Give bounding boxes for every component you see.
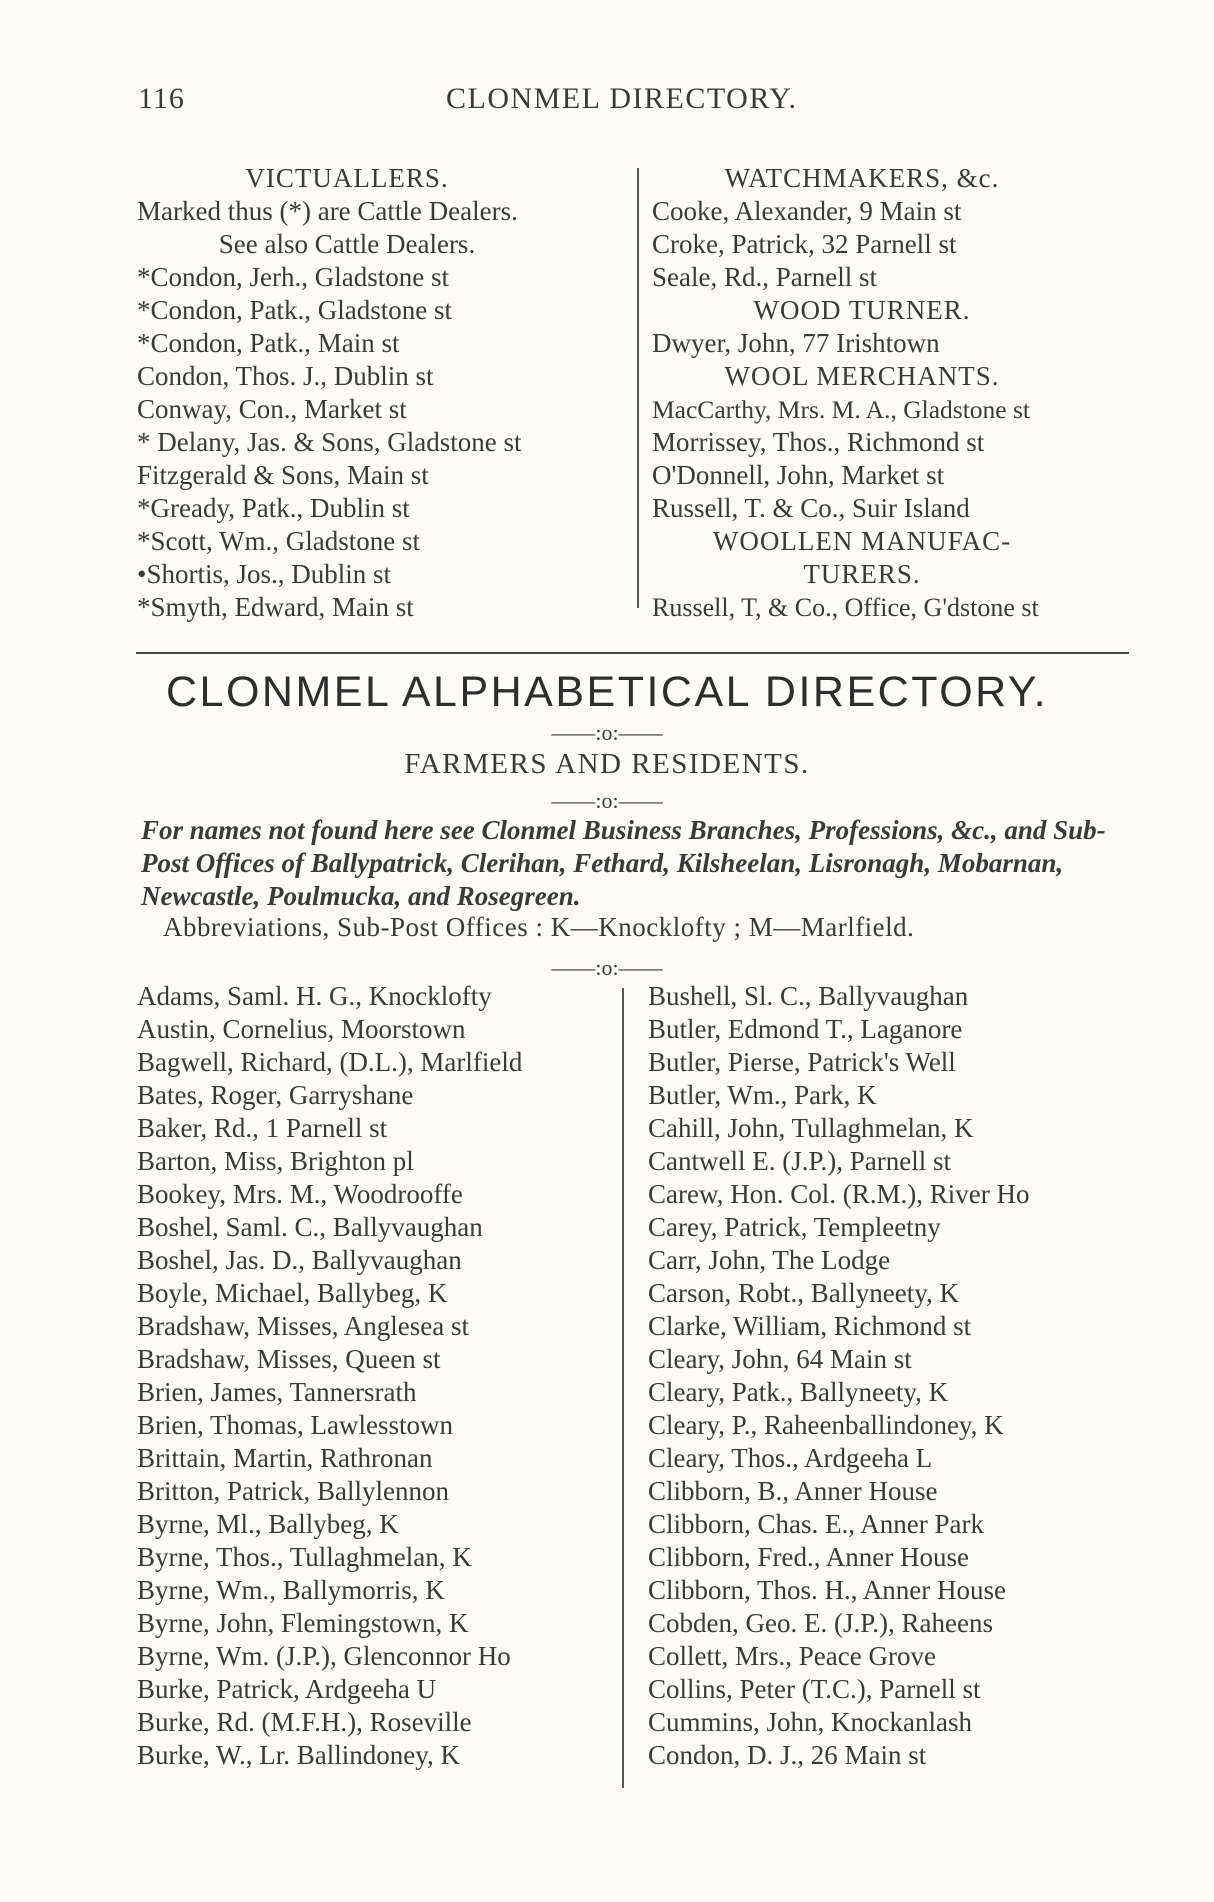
list-item: Dwyer, John, 77 Irishtown bbox=[652, 328, 940, 358]
list-item: Carew, Hon. Col. (R.M.), River Ho bbox=[648, 1179, 1030, 1209]
wood-turner-heading: WOOD TURNER. bbox=[753, 295, 971, 325]
list-item: Cleary, P., Raheenballindoney, K bbox=[648, 1410, 1004, 1440]
list-item: Burke, W., Lr. Ballindoney, K bbox=[137, 1740, 460, 1770]
page-header bbox=[138, 82, 838, 122]
list-item: Butler, Wm., Park, K bbox=[648, 1080, 877, 1110]
ornament-separator: ——:o:—— bbox=[551, 720, 663, 745]
list-item: Cleary, Patk., Ballyneety, K bbox=[648, 1377, 949, 1407]
list-item: Burke, Rd. (M.F.H.), Roseville bbox=[137, 1707, 472, 1737]
list-item: Brien, James, Tannersrath bbox=[137, 1377, 417, 1407]
list-item: Clibborn, Fred., Anner House bbox=[648, 1542, 969, 1572]
list-item: Butler, Edmond T., Laganore bbox=[648, 1014, 963, 1044]
list-item: Bushell, Sl. C., Ballyvaughan bbox=[648, 981, 969, 1011]
list-item: Adams, Saml. H. G., Knocklofty bbox=[137, 981, 492, 1011]
list-item: Russell, T. & Co., Suir Island bbox=[652, 493, 970, 523]
list-item: Byrne, Thos., Tullaghmelan, K bbox=[137, 1542, 472, 1572]
list-item: Bates, Roger, Garryshane bbox=[137, 1080, 414, 1110]
list-item: Clibborn, Chas. E., Anner Park bbox=[648, 1509, 984, 1539]
ornament-separator: ——:o:—— bbox=[551, 788, 663, 813]
alphabetical-directory-title: CLONMEL ALPHABETICAL DIRECTORY. bbox=[165, 668, 1049, 716]
list-item: Morrissey, Thos., Richmond st bbox=[652, 427, 985, 457]
list-item: Croke, Patrick, 32 Parnell st bbox=[652, 229, 957, 259]
list-item: Condon, Thos. J., Dublin st bbox=[137, 361, 434, 391]
list-item: Cantwell E. (J.P.), Parnell st bbox=[648, 1146, 951, 1176]
list-item: Byrne, Ml., Ballybeg, K bbox=[137, 1509, 399, 1539]
list-item: *Condon, Patk., Gladstone st bbox=[137, 295, 452, 325]
list-item: Collett, Mrs., Peace Grove bbox=[648, 1641, 936, 1671]
list-item: *Gready, Patk., Dublin st bbox=[137, 493, 410, 523]
victuallers-heading: VICTUALLERS. bbox=[245, 163, 449, 193]
list-item: Brien, Thomas, Lawlesstown bbox=[137, 1410, 453, 1440]
victuallers-see-also: See also Cattle Dealers. bbox=[218, 229, 476, 259]
residents-left-column bbox=[137, 980, 627, 1772]
list-item: Carey, Patrick, Templeetny bbox=[648, 1212, 941, 1242]
trades-right-section bbox=[652, 162, 1142, 624]
list-item: Clibborn, B., Anner House bbox=[648, 1476, 938, 1506]
list-item: Bradshaw, Misses, Queen st bbox=[137, 1344, 441, 1374]
woollen-manufacturers-heading-cont: TURERS. bbox=[803, 559, 921, 589]
list-item: Carson, Robt., Ballyneety, K bbox=[648, 1278, 959, 1308]
abbreviations-line: Abbreviations, Sub-Post Offices : K—Knocklofty ; M—Marlfield. bbox=[163, 912, 915, 942]
list-item: Cooke, Alexander, 9 Main st bbox=[652, 196, 962, 226]
list-item: Clarke, William, Richmond st bbox=[648, 1311, 972, 1341]
list-item: Bagwell, Richard, (D.L.), Marlfield bbox=[137, 1047, 523, 1077]
list-item: Bookey, Mrs. M., Woodrooffe bbox=[137, 1179, 463, 1209]
list-item: Cummins, John, Knockanlash bbox=[648, 1707, 972, 1737]
list-item: Cleary, John, 64 Main st bbox=[648, 1344, 912, 1374]
victuallers-note: Marked thus (*) are Cattle Dealers. bbox=[137, 196, 518, 226]
list-item: Byrne, Wm. (J.P.), Glenconnor Ho bbox=[137, 1641, 511, 1671]
column-divider-top bbox=[637, 168, 639, 608]
list-item: Collins, Peter (T.C.), Parnell st bbox=[648, 1674, 981, 1704]
section-rule bbox=[136, 652, 1129, 654]
list-item: * Delany, Jas. & Sons, Gladstone st bbox=[137, 427, 522, 457]
ornament-separator: ——:o:—— bbox=[551, 955, 663, 980]
list-item: Boyle, Michael, Ballybeg, K bbox=[137, 1278, 448, 1308]
list-item: *Smyth, Edward, Main st bbox=[137, 592, 414, 622]
woollen-manufacturers-heading: WOOLLEN MANUFAC- bbox=[712, 526, 1012, 556]
list-item: O'Donnell, John, Market st bbox=[652, 460, 945, 490]
victuallers-section bbox=[137, 162, 617, 624]
list-item: •Shortis, Jos., Dublin st bbox=[137, 559, 391, 589]
list-item: Seale, Rd., Parnell st bbox=[652, 262, 877, 292]
running-title: CLONMEL DIRECTORY. bbox=[446, 82, 798, 115]
list-item: Bradshaw, Misses, Anglesea st bbox=[137, 1311, 469, 1341]
watchmakers-heading: WATCHMAKERS, &c. bbox=[724, 163, 1000, 193]
list-item: Boshel, Jas. D., Ballyvaughan bbox=[137, 1245, 462, 1275]
wool-merchants-heading: WOOL MERCHANTS. bbox=[724, 361, 1000, 391]
list-item: Britton, Patrick, Ballylennon bbox=[137, 1476, 449, 1506]
list-item: Fitzgerald & Sons, Main st bbox=[137, 460, 429, 490]
list-item: Conway, Con., Market st bbox=[137, 394, 407, 424]
list-item: Brittain, Martin, Rathronan bbox=[137, 1443, 433, 1473]
list-item: Byrne, Wm., Ballymorris, K bbox=[137, 1575, 445, 1605]
list-item: Burke, Patrick, Ardgeeha U bbox=[137, 1674, 437, 1704]
list-item: Carr, John, The Lodge bbox=[648, 1245, 891, 1275]
list-item: Clibborn, Thos. H., Anner House bbox=[648, 1575, 1006, 1605]
list-item: Cobden, Geo. E. (J.P.), Raheens bbox=[648, 1608, 993, 1638]
list-item: Butler, Pierse, Patrick's Well bbox=[648, 1047, 956, 1077]
list-item: Cahill, John, Tullaghmelan, K bbox=[648, 1113, 974, 1143]
farmers-residents-heading: FARMERS AND RESIDENTS. bbox=[404, 748, 810, 780]
page-number: 116 bbox=[138, 82, 185, 115]
list-item: *Scott, Wm., Gladstone st bbox=[137, 526, 420, 556]
list-item: *Condon, Patk., Main st bbox=[137, 328, 400, 358]
list-item: Baker, Rd., 1 Parnell st bbox=[137, 1113, 388, 1143]
list-item: Condon, D. J., 26 Main st bbox=[648, 1740, 927, 1770]
list-item: Barton, Miss, Brighton pl bbox=[137, 1146, 414, 1176]
list-item: MacCarthy, Mrs. M. A., Gladstone st bbox=[652, 395, 1030, 424]
list-item: Byrne, John, Flemingstown, K bbox=[137, 1608, 469, 1638]
list-item: Boshel, Saml. C., Ballyvaughan bbox=[137, 1212, 483, 1242]
list-item: Austin, Cornelius, Moorstown bbox=[137, 1014, 466, 1044]
column-divider-bottom bbox=[622, 988, 624, 1788]
list-item: *Condon, Jerh., Gladstone st bbox=[137, 262, 449, 292]
residents-right-column bbox=[648, 980, 1138, 1772]
cross-reference-note: For names not found here see Clonmel Business Branches, Professions, &c., and Sub-Post Offices of Ballypatrick, Clerihan, Fethard, Kilsheelan, Lisronagh, Mobarnan, Newcastle, Poulmucka, and Rosegreen. bbox=[141, 815, 1106, 911]
list-item: Russell, T, & Co., Office, G'dstone st bbox=[652, 593, 1039, 622]
list-item: Cleary, Thos., Ardgeeha L bbox=[648, 1443, 933, 1473]
